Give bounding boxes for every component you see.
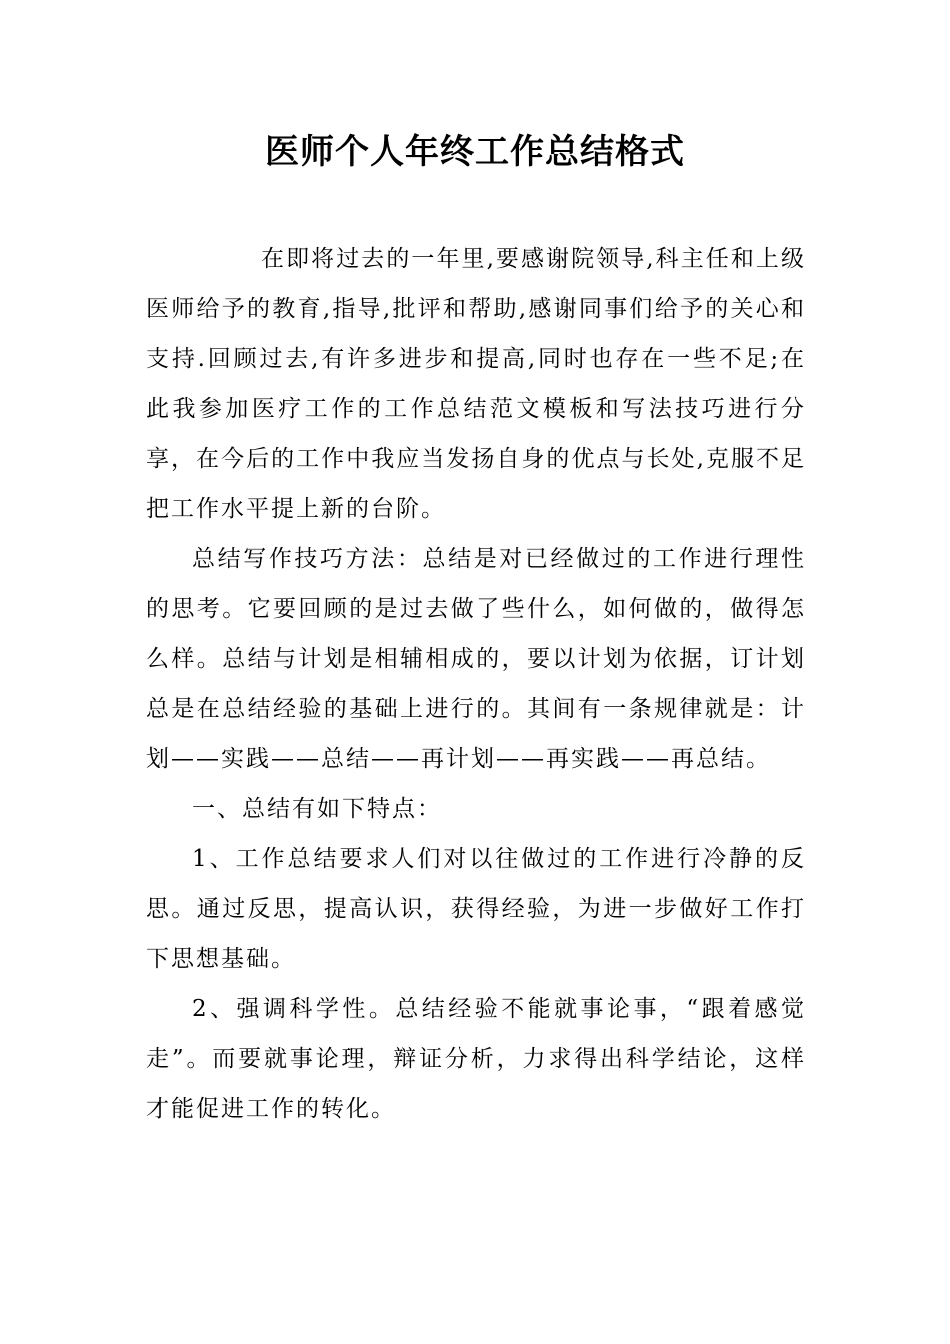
document-title: 医师个人年终工作总结格式 [265, 132, 685, 172]
paragraph-feature-2: 2、强调科学性。总结经验不能就事论事，“跟着感觉走”。而要就事论理，辩证分析，力求得出科学结论，这样才能促进工作的转化。 [146, 996, 806, 1122]
document-body [146, 234, 806, 1134]
paragraph-feature-1: 1、工作总结要求人们对以往做过的工作进行冷静的反思。通过反思，提高认识，获得经验，为进一步做好工作打下思想基础。 [146, 846, 806, 972]
paragraph-writing-tips: 总结写作技巧方法：总结是对已经做过的工作进行理性的思考。它要回顾的是过去做了些什么，如何做的，做得怎么样。总结与计划是相辅相成的，要以计划为依据，订计划总是在总结经验的基础上进行的。其间有一条规律就是：计划——实践——总结——再计划——再实践——再总结。 [146, 546, 806, 772]
paragraph-intro: 在即将过去的一年里,要感谢院领导,科主任和上级医师给予的教育,指导,批评和帮助,感谢同事们给予的关心和支持.回顾过去,有许多进步和提高,同时也存在一些不足;在此我参加医疗工作的工作总结范文模板和写法技巧进行分享，在今后的工作中我应当发扬自身的优点与长处,克服不足把工作水平提上新的台阶。 [146, 246, 806, 522]
paragraph-features-heading: 一、总结有如下特点： [192, 796, 442, 822]
